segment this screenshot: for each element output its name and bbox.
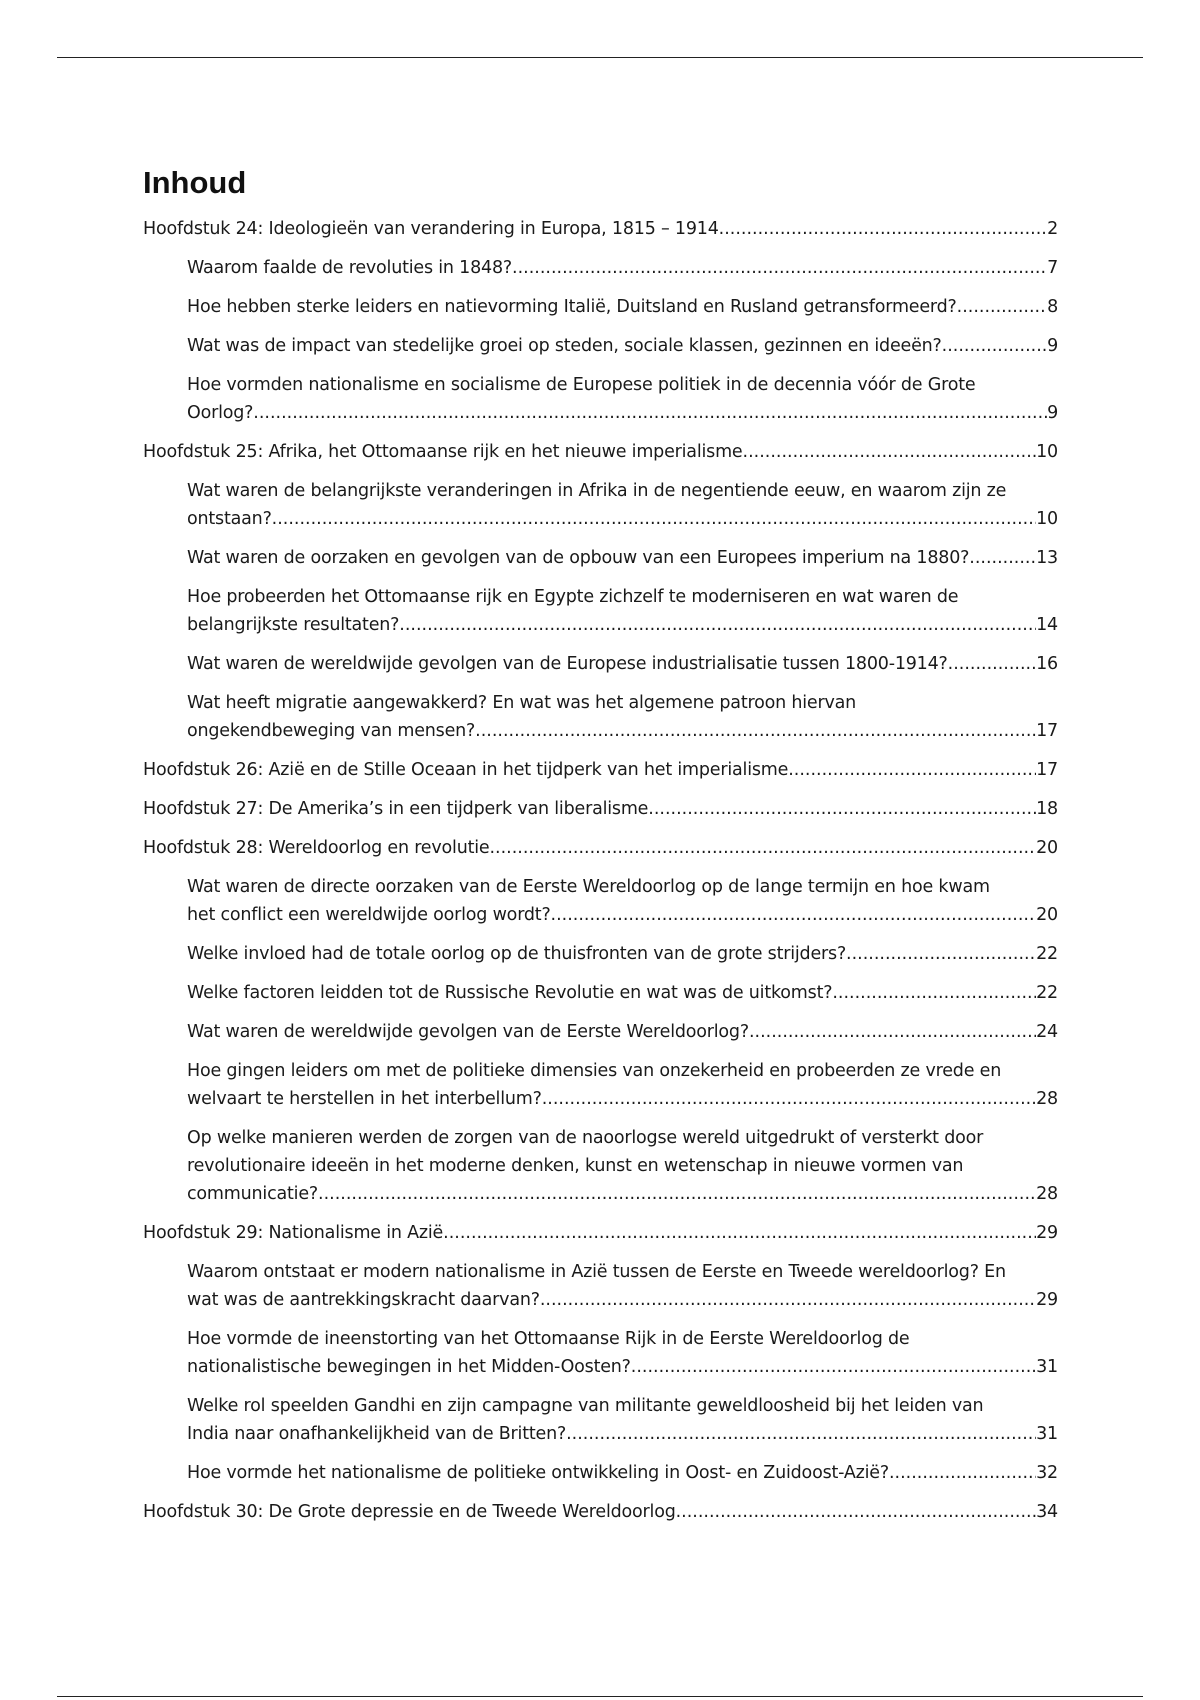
- dot-leader: [648, 795, 1036, 823]
- dot-leader: [253, 399, 1047, 427]
- dot-leader: [942, 332, 1047, 360]
- toc-page-number: 7: [1047, 258, 1058, 278]
- toc-chapter-entry[interactable]: [143, 438, 1058, 466]
- dot-leader: [719, 215, 1047, 243]
- toc-section-entry[interactable]: [143, 544, 1058, 572]
- toc-entry-text-line: Wat waren de belangrijkste veranderingen in Afrika in de negentiende eeuw, en waarom zijn ze: [187, 481, 1007, 501]
- toc-section-entry[interactable]: [143, 371, 1058, 427]
- dot-leader: [948, 650, 1036, 678]
- toc-page-number: 20: [1036, 905, 1058, 925]
- dot-leader: [749, 1018, 1036, 1046]
- toc-entry-text: Wat waren de oorzaken en gevolgen van de opbouw van een Europees imperium na 1880?: [187, 548, 970, 568]
- toc-section-entry[interactable]: [143, 979, 1058, 1007]
- toc-list: [143, 215, 1058, 1526]
- dot-leader: [889, 1459, 1036, 1487]
- toc-chapter-entry[interactable]: [143, 1219, 1058, 1247]
- toc-page-number: 22: [1036, 983, 1058, 1003]
- toc-page-number: 10: [1036, 509, 1058, 529]
- dot-leader: [969, 544, 1036, 572]
- toc-section-entry[interactable]: [143, 293, 1058, 321]
- footer-rule: [57, 1696, 1143, 1697]
- toc-section-entry[interactable]: [143, 689, 1058, 745]
- toc-section-entry[interactable]: [143, 873, 1058, 929]
- toc-page-number: 28: [1036, 1184, 1058, 1204]
- toc-entry-text: wat was de aantrekkingskracht daarvan?: [187, 1290, 540, 1310]
- table-of-contents: [143, 165, 1058, 1537]
- toc-entry-text: Hoofdstuk 30: De Grote depressie en de Tweede Wereldoorlog: [143, 1502, 676, 1522]
- toc-entry-text: India naar onafhankelijkheid van de Britten?: [187, 1424, 567, 1444]
- toc-page-number: 9: [1047, 403, 1058, 423]
- dot-leader: [832, 979, 1036, 1007]
- toc-page-number: 31: [1036, 1424, 1058, 1444]
- toc-entry-text-line: Wat waren de directe oorzaken van de Eerste Wereldoorlog op de lange termijn en hoe kwam: [187, 877, 990, 897]
- toc-section-entry[interactable]: [143, 1258, 1058, 1314]
- toc-entry-text: Wat waren de wereldwijde gevolgen van de Eerste Wereldoorlog?: [187, 1022, 749, 1042]
- toc-page-number: 29: [1036, 1290, 1058, 1310]
- dot-leader: [542, 1085, 1036, 1113]
- toc-entry-text: ongekendbeweging van mensen?: [187, 721, 476, 741]
- dot-leader: [512, 254, 1047, 282]
- toc-entry-text: Hoe hebben sterke leiders en natievorming Italië, Duitsland en Rusland getransformeerd?: [187, 297, 957, 317]
- toc-entry-text-line: Wat heeft migratie aangewakkerd? En wat was het algemene patroon hiervan: [187, 693, 857, 713]
- dot-leader: [676, 1498, 1037, 1526]
- toc-entry-text: nationalistische bewegingen in het Midden-Oosten?: [187, 1357, 631, 1377]
- dot-leader: [475, 717, 1036, 745]
- toc-entry-text: communicatie?: [187, 1184, 318, 1204]
- toc-entry-text-line: Waarom ontstaat er modern nationalisme in Azië tussen de Eerste en Tweede wereldoorlog? En: [187, 1262, 1006, 1282]
- toc-entry-text: Waarom faalde de revoluties in 1848?: [187, 258, 513, 278]
- dot-leader: [318, 1180, 1036, 1208]
- toc-section-entry[interactable]: [143, 1124, 1058, 1208]
- toc-page-number: 32: [1036, 1463, 1058, 1483]
- toc-entry-text-line: Hoe vormden nationalisme en socialisme de Europese politiek in de decennia vóór de Grote: [187, 375, 976, 395]
- dot-leader: [272, 505, 1036, 533]
- toc-section-entry[interactable]: [143, 1392, 1058, 1448]
- toc-section-entry[interactable]: [143, 254, 1058, 282]
- toc-page-number: 17: [1036, 721, 1058, 741]
- toc-entry-text: het conflict een wereldwijde oorlog wordt?: [187, 905, 551, 925]
- toc-section-entry[interactable]: [143, 940, 1058, 968]
- toc-chapter-entry[interactable]: [143, 1498, 1058, 1526]
- dot-leader: [957, 293, 1047, 321]
- toc-page-number: 20: [1036, 838, 1058, 858]
- toc-page-number: 18: [1036, 799, 1058, 819]
- toc-entry-text: Hoofdstuk 26: Azië en de Stille Oceaan in het tijdperk van het imperialisme: [143, 760, 789, 780]
- toc-page-number: 8: [1047, 297, 1058, 317]
- toc-entry-text-line: Welke rol speelden Gandhi en zijn campagne van militante geweldloosheid bij het leiden van: [187, 1396, 984, 1416]
- toc-page-number: 24: [1036, 1022, 1058, 1042]
- toc-section-entry[interactable]: [143, 583, 1058, 639]
- toc-entry-text: Hoofdstuk 28: Wereldoorlog en revolutie: [143, 838, 490, 858]
- toc-entry-text: Wat was de impact van stedelijke groei op steden, sociale klassen, gezinnen en ideeën?: [187, 336, 942, 356]
- toc-entry-text: Welke invloed had de totale oorlog op de thuisfronten van de grote strijders?: [187, 944, 847, 964]
- toc-page-number: 31: [1036, 1357, 1058, 1377]
- dot-leader: [631, 1353, 1036, 1381]
- toc-page-number: 14: [1036, 615, 1058, 635]
- header-rule: [57, 57, 1143, 58]
- toc-entry-text: Oorlog?: [187, 403, 254, 423]
- toc-entry-text-line: revolutionaire ideeën in het moderne denken, kunst en wetenschap in nieuwe vormen van: [187, 1156, 964, 1176]
- toc-chapter-entry[interactable]: [143, 215, 1058, 243]
- dot-leader: [489, 834, 1036, 862]
- toc-page-number: 10: [1036, 442, 1058, 462]
- toc-page-number: 16: [1036, 654, 1058, 674]
- toc-chapter-entry[interactable]: [143, 756, 1058, 784]
- dot-leader: [846, 940, 1036, 968]
- toc-entry-text: Welke factoren leidden tot de Russische Revolutie en wat was de uitkomst?: [187, 983, 833, 1003]
- toc-entry-text-line: Hoe vormde de ineenstorting van het Ottomaanse Rijk in de Eerste Wereldoorlog de: [187, 1329, 910, 1349]
- dot-leader: [540, 1286, 1036, 1314]
- dot-leader: [399, 611, 1036, 639]
- toc-page-number: 2: [1047, 219, 1058, 239]
- toc-entry-text: Hoofdstuk 29: Nationalisme in Azië: [143, 1223, 444, 1243]
- toc-page-number: 28: [1036, 1089, 1058, 1109]
- toc-entry-text-line: Hoe probeerden het Ottomaanse rijk en Egypte zichzelf te moderniseren en wat waren de: [187, 587, 959, 607]
- toc-page-number: 22: [1036, 944, 1058, 964]
- dot-leader: [788, 756, 1036, 784]
- toc-section-entry[interactable]: [143, 650, 1058, 678]
- toc-section-entry[interactable]: [143, 332, 1058, 360]
- dot-leader: [566, 1420, 1036, 1448]
- toc-entry-text: Hoofdstuk 27: De Amerika’s in een tijdperk van liberalisme: [143, 799, 649, 819]
- toc-section-entry[interactable]: [143, 1057, 1058, 1113]
- toc-entry-text-line: Hoe gingen leiders om met de politieke dimensies van onzekerheid en probeerden ze vrede en: [187, 1061, 1002, 1081]
- toc-section-entry[interactable]: [143, 1325, 1058, 1381]
- toc-chapter-entry[interactable]: [143, 834, 1058, 862]
- toc-entry-text: ontstaan?: [187, 509, 272, 529]
- toc-chapter-entry[interactable]: [143, 795, 1058, 823]
- toc-entry-text: Hoofdstuk 24: Ideologieën van verandering in Europa, 1815 – 1914: [143, 219, 719, 239]
- toc-title: Inhoud: [143, 165, 247, 200]
- toc-entry-text: Wat waren de wereldwijde gevolgen van de Europese industrialisatie tussen 1800-1914?: [187, 654, 948, 674]
- toc-page-number: 34: [1036, 1502, 1058, 1522]
- toc-entry-text: Hoe vormde het nationalisme de politieke ontwikkeling in Oost- en Zuidoost-Azië?: [187, 1463, 889, 1483]
- dot-leader: [443, 1219, 1036, 1247]
- toc-entry-text: welvaart te herstellen in het interbellum?: [187, 1089, 542, 1109]
- toc-entry-text: belangrijkste resultaten?: [187, 615, 400, 635]
- toc-section-entry[interactable]: [143, 1018, 1058, 1046]
- toc-entry-text: Hoofdstuk 25: Afrika, het Ottomaanse rijk en het nieuwe imperialisme: [143, 442, 743, 462]
- toc-page-number: 13: [1036, 548, 1058, 568]
- toc-page-number: 29: [1036, 1223, 1058, 1243]
- dot-leader: [551, 901, 1037, 929]
- toc-page-number: 9: [1047, 336, 1058, 356]
- toc-page-number: 17: [1036, 760, 1058, 780]
- toc-entry-text-line: Op welke manieren werden de zorgen van de naoorlogse wereld uitgedrukt of versterkt door: [187, 1128, 984, 1148]
- toc-section-entry[interactable]: [143, 1459, 1058, 1487]
- toc-section-entry[interactable]: [143, 477, 1058, 533]
- dot-leader: [743, 438, 1037, 466]
